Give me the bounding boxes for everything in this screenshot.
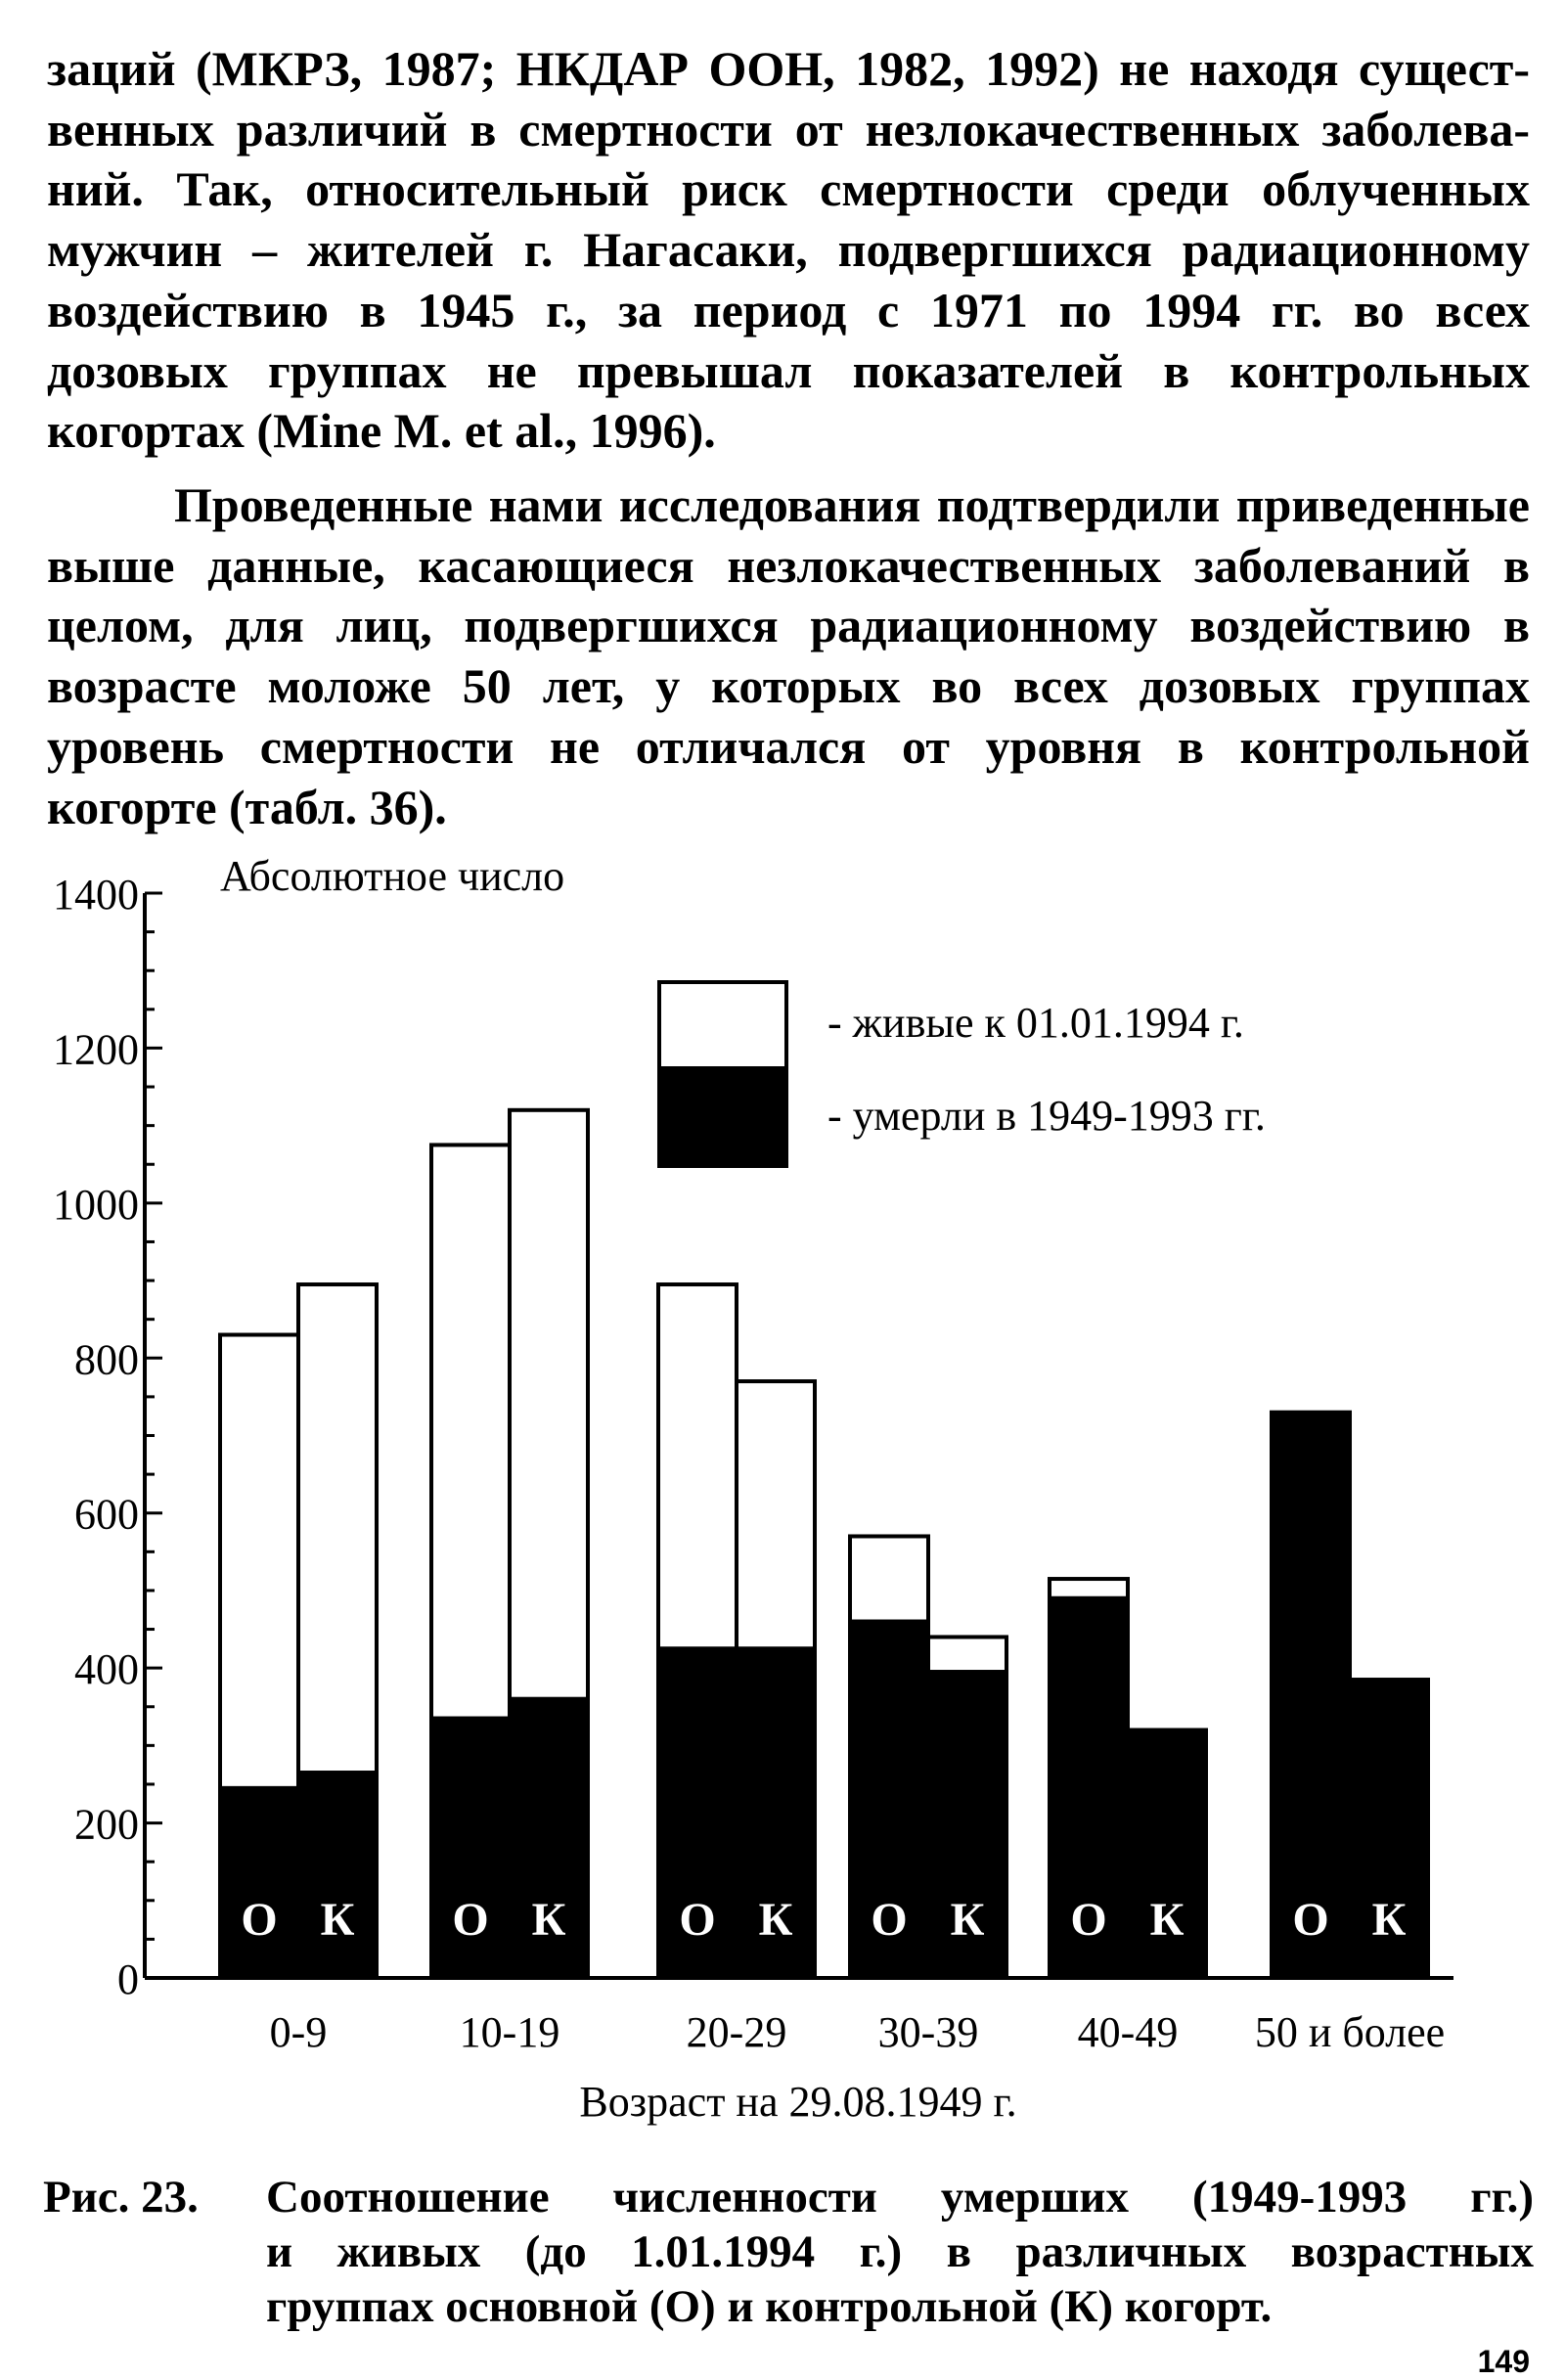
text-line: целом, для лиц, подвергшихся радиационному воздействию в xyxy=(47,598,1530,653)
y-axis-title: Абсолютное число xyxy=(220,852,565,900)
bar-cohort-label: О xyxy=(452,1894,489,1946)
y-tick-label: 0 xyxy=(117,1955,139,2003)
chart-legend xyxy=(659,982,1266,1166)
text-line: выше данные, касающиеся незлокачественных заболеваний в xyxy=(47,537,1530,593)
bar-alive-О xyxy=(431,1145,510,1718)
legend-label-alive: - живые к 01.01.1994 г. xyxy=(827,999,1244,1047)
y-tick-label: 400 xyxy=(74,1645,139,1694)
x-axis-title: Возраст на 29.08.1949 г. xyxy=(579,2078,1017,2126)
legend-swatch-deceased xyxy=(659,1068,786,1166)
figure-label: Рис. 23. xyxy=(43,2172,199,2223)
stacked-bar-chart xyxy=(0,851,1565,2152)
caption-line: и живых (до 1.01.1994 г.) в различных возрастных xyxy=(266,2226,1534,2277)
legend-swatch-alive xyxy=(659,982,786,1068)
bar-alive-К xyxy=(737,1381,815,1648)
bar-cohort-label: К xyxy=(1149,1894,1185,1946)
x-tick-label: 50 и более xyxy=(1254,2008,1446,2056)
text-line: когортах (Mine M. et al., 1996). xyxy=(47,403,716,459)
y-tick-label: 200 xyxy=(74,1800,139,1849)
text-line: дозовых группах не превышал показателей в контрольных xyxy=(47,342,1530,398)
bar-alive-К xyxy=(928,1637,1006,1672)
text-line: мужчин – жителей г. Нагасаки, подвергшихся радиационному xyxy=(47,222,1530,278)
legend-label-deceased: - умерли в 1949-1993 гг. xyxy=(827,1092,1266,1140)
bar-alive-О xyxy=(658,1284,737,1648)
text-line: ний. Так, относительный риск смертности среди облученных xyxy=(47,161,1530,217)
x-tick-label: 0-9 xyxy=(269,2008,328,2056)
bar-cohort-label: О xyxy=(1292,1894,1329,1946)
bar-alive-О xyxy=(1050,1579,1128,1598)
bar-alive-О xyxy=(220,1335,298,1788)
bar-deceased-О xyxy=(220,1788,298,1978)
bar-cohort-label: К xyxy=(950,1894,985,1946)
text-line: заций (МКРЗ, 1987; НКДАР ООН, 1982, 1992) не находя сущест- xyxy=(47,41,1530,96)
x-tick-label: 40-49 xyxy=(1077,2008,1179,2056)
bar-cohort-label: О xyxy=(241,1894,278,1946)
text-line: когорте (табл. 36). xyxy=(47,779,447,834)
paragraph-2 xyxy=(47,475,1530,837)
bar-cohort-label: О xyxy=(679,1894,716,1946)
bar-deceased-К xyxy=(298,1773,377,1978)
text-line: Проведенные нами исследования подтвердили приведенные xyxy=(174,477,1530,532)
caption-line: группах основной (О) и контрольной (К) когорт. xyxy=(266,2281,1273,2332)
x-tick-label: 10-19 xyxy=(459,2008,560,2056)
bar-cohort-label: К xyxy=(1371,1894,1407,1946)
text-line: возрасте моложе 50 лет, у которых во всех дозовых группах xyxy=(47,658,1530,714)
figure-caption-text xyxy=(266,2170,1534,2334)
x-tick-label: 30-39 xyxy=(877,2008,979,2056)
paragraph-1 xyxy=(47,39,1530,462)
chart-bars xyxy=(220,1110,1428,1978)
bar-cohort-label: К xyxy=(320,1894,355,1946)
bar-cohort-label: К xyxy=(531,1894,566,1946)
text-line: воздействию в 1945 г., за период с 1971 по 1994 гг. во всех xyxy=(47,282,1530,337)
text-line: уровень смертности не отличался от уровня в контрольной xyxy=(47,718,1530,774)
bar-alive-К xyxy=(298,1284,377,1773)
bar-cohort-label: К xyxy=(758,1894,793,1946)
bar-cohort-label: О xyxy=(1070,1894,1107,1946)
y-tick-label: 1000 xyxy=(53,1180,139,1229)
bar-alive-О xyxy=(850,1536,928,1621)
y-tick-label: 800 xyxy=(74,1335,139,1384)
bar-alive-К xyxy=(510,1110,588,1699)
bar-cohort-label: О xyxy=(871,1894,908,1946)
y-tick-label: 1200 xyxy=(53,1025,139,1074)
y-tick-label: 1400 xyxy=(53,871,139,919)
text-line: венных различий в смертности от незлокачественных заболева- xyxy=(47,101,1530,157)
caption-line: Соотношение численности умерших (1949-1993 гг.) xyxy=(266,2172,1534,2223)
page-number: 149 xyxy=(1477,2344,1530,2379)
y-tick-label: 600 xyxy=(74,1490,139,1539)
x-tick-label: 20-29 xyxy=(686,2008,787,2056)
